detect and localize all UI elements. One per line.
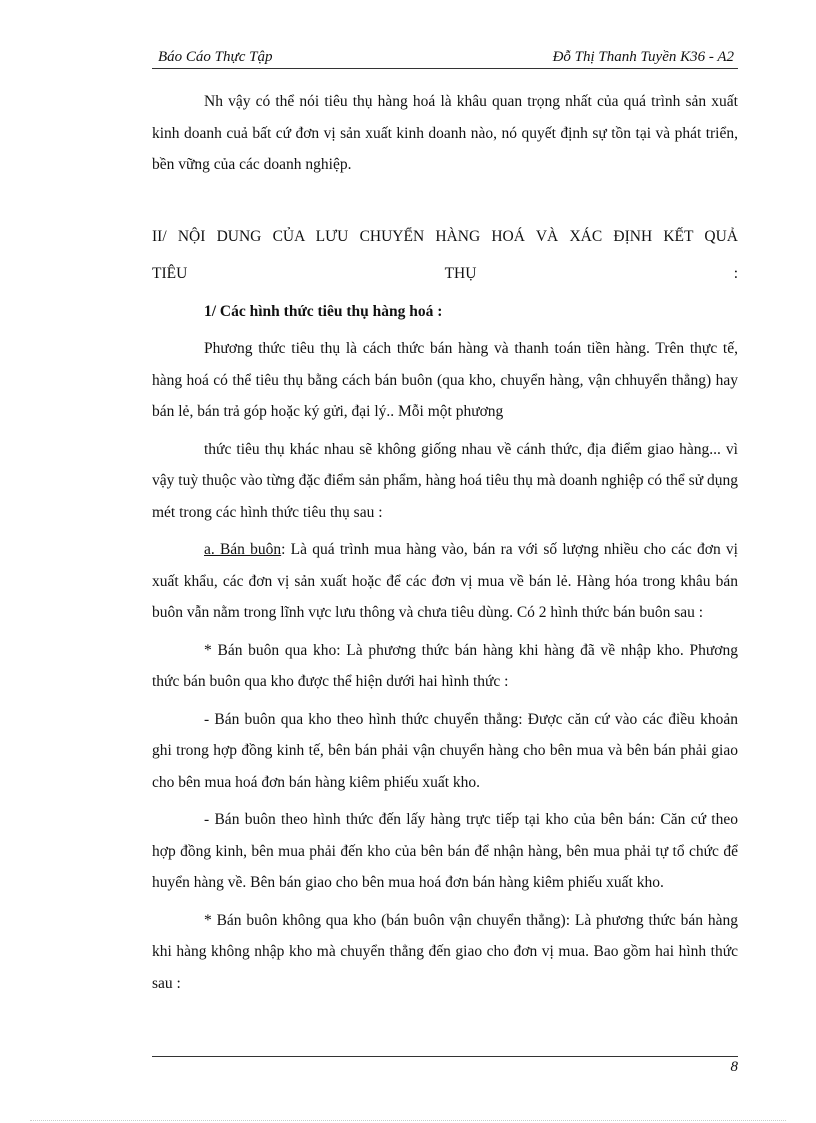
paragraph: * Bán buôn không qua kho (bán buôn vận chuyển thẳng): Là phương thức bán hàng khi hàng không nhập kho mà chuyển thẳng đến giao cho đơn vị mua. Bao gồm hai hình thức sau : xyxy=(152,911,738,992)
header-left: Báo Cáo Thực Tập xyxy=(158,49,273,65)
paragraph xyxy=(152,534,738,629)
paragraph: - Bán buôn theo hình thức đến lấy hàng trực tiếp tại kho của bên bán: Căn cứ theo hợp đồng kinh, bên mua phải đến kho của bên bán để nhận hàng, bên mua phải tự tổ chức để huyển hàng về. Bên bán giao cho bên mua hoá đơn bán hàng kiêm phiếu xuất kho. xyxy=(152,811,738,891)
page-header xyxy=(152,48,738,69)
page-edge-divider xyxy=(30,1120,786,1121)
section-heading: II/ NỘI DUNG CỦA LƯU CHUYỂN HÀNG HOÁ VÀ XÁC ĐỊNH KẾT QUẢ xyxy=(152,227,738,245)
header-right: Đỗ Thị Thanh Tuyền K36 - A2 xyxy=(552,49,734,65)
page-number: 8 xyxy=(730,1059,738,1075)
paragraph-text: : Là quá trình mua hàng vào, bán ra với số lượng nhiều cho các đơn vị xuất khẩu, các đơn vị sản xuất hoặc để các đơn vị mua về bán lẻ. Hàng hóa trong khâu bán buôn vẫn nằm trong lĩnh vực lưu thông và chưa tiêu dùng. Có 2 hình thức bán buôn sau : xyxy=(152,541,738,621)
page-body xyxy=(152,86,738,1005)
heading-word: TIÊU xyxy=(152,265,188,282)
paragraph: - Bán buôn qua kho theo hình thức chuyển thẳng: Được căn cứ vào các điều khoản ghi trong hợp đồng kinh tế, bên bán phải vận chuyển hàng cho bên mua và bên bán phải giao cho bên mua hoá đơn bán hàng kiêm phiếu xuất kho. xyxy=(152,710,738,791)
paragraph: thức tiêu thụ khác nhau sẽ không giống nhau về cánh thức, địa điểm giao hàng... vì vậy tuỳ thuộc vào từng đặc điểm sản phẩm, hàng hoá tiêu thụ mà doanh nghiệp có thể sử dụng mét trong các hình thức tiêu thụ sau : xyxy=(152,440,738,521)
paragraph: * Bán buôn qua kho: Là phương thức bán hàng khi hàng đã về nhập kho. Phương thức bán buôn qua kho được thể hiện dưới hai hình thức : xyxy=(152,641,738,690)
section-heading-cont xyxy=(152,258,738,290)
term-underlined: a. Bán buôn xyxy=(204,541,282,558)
paragraph: Nh vậy có thể nói tiêu thụ hàng hoá là khâu quan trọng nhất của quá trình sản xuất kinh doanh cuả bất cứ đơn vị sản xuất kinh doanh nào, nó quyết định sự tồn tại và phát triển, bền vững của các doanh nghiệp. xyxy=(152,93,738,173)
page-footer xyxy=(152,1056,738,1075)
paragraph: Phương thức tiêu thụ là cách thức bán hàng và thanh toán tiền hàng. Trên thực tế, hàng hoá có thể tiêu thụ bằng cách bán buôn (qua kho, chuyển hàng, vận chhuyển thẳng) hay bán lẻ, bán trả góp hoặc ký gửi, đại lý.. Mỗi một phương xyxy=(152,340,738,420)
heading-word: THỤ xyxy=(444,265,477,282)
heading-word: : xyxy=(733,265,738,282)
subheading: 1/ Các hình thức tiêu thụ hàng hoá : xyxy=(204,302,443,320)
